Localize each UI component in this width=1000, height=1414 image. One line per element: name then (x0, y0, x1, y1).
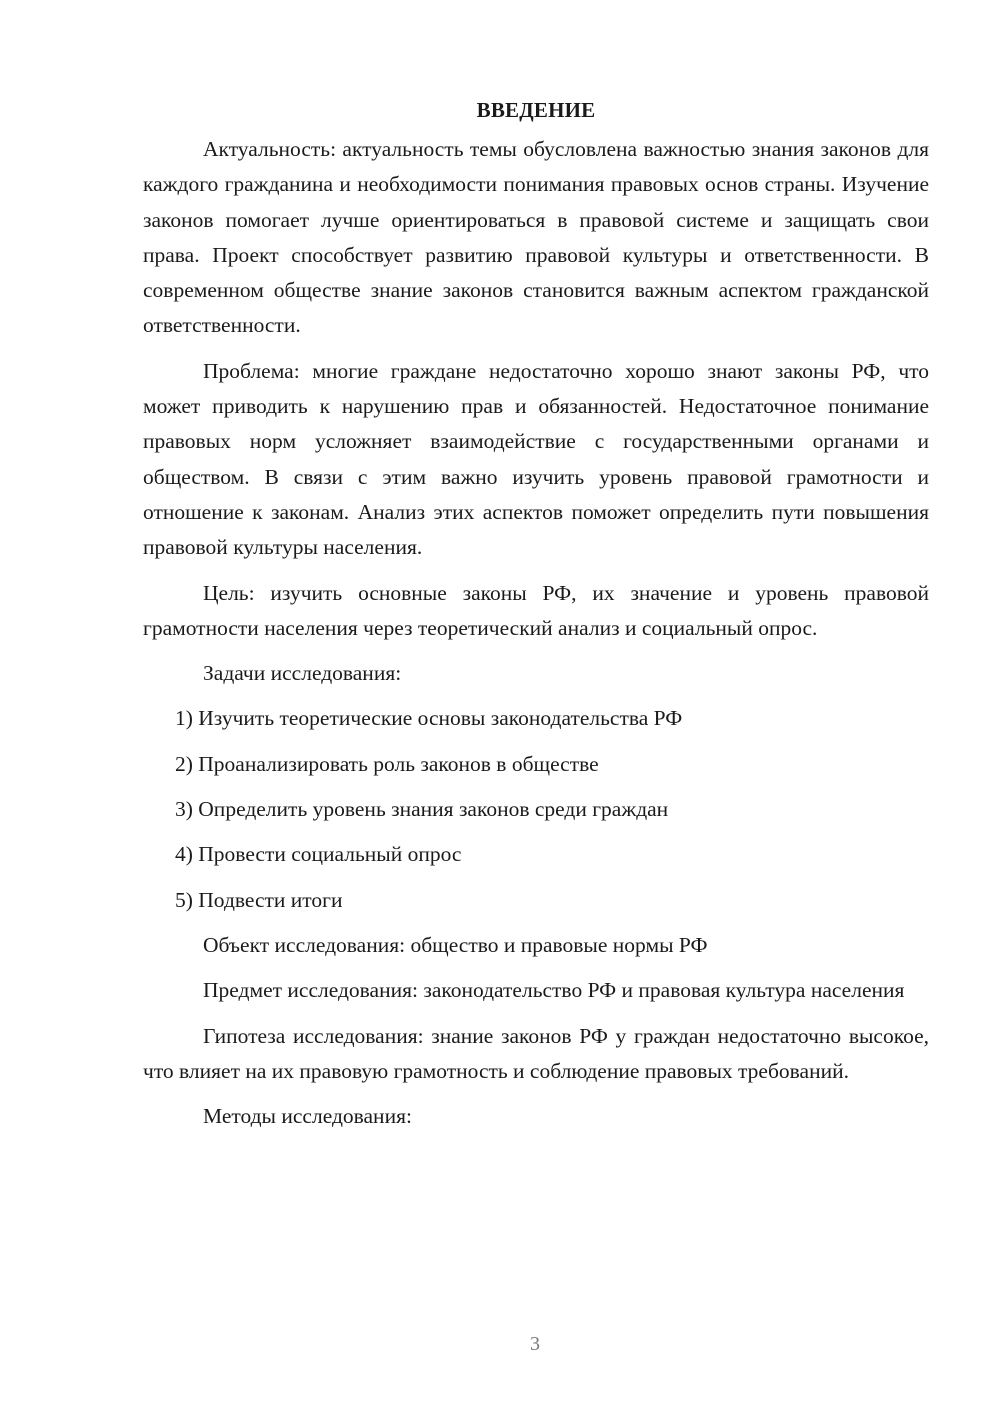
problem-paragraph: Проблема: многие граждане недостаточно хорошо знают законы РФ, что может приводить к нарушению прав и обязанностей. Недостаточное понимание правовых норм усложняет взаимодействие с государственными органами и обществом. В связи с этим важно изучить уровень правовой грамотности и отношение к законам. Анализ этих аспектов поможет определить пути повышения правовой культуры населения. (143, 358, 929, 560)
list-item: 1) Изучить теоретические основы законодательства РФ (175, 706, 683, 731)
page-number: 3 (530, 1333, 540, 1355)
tasks-heading: Задачи исследования: (203, 661, 402, 686)
document-page (143, 92, 929, 1144)
subject-paragraph: Предмет исследования: законодательство РФ и правовая культура населения (203, 978, 905, 1003)
methods-heading: Методы исследования: (203, 1104, 412, 1129)
list-item: 5) Подвести итоги (175, 887, 343, 912)
section-title: ВВЕДЕНИЕ (476, 98, 596, 122)
list-item: 2) Проанализировать роль законов в обществе (175, 751, 599, 776)
tasks-list (143, 701, 929, 917)
list-item: 4) Провести социальный опрос (175, 842, 462, 867)
list-item: 3) Определить уровень знания законов среди граждан (175, 797, 669, 822)
relevance-paragraph: Актуальность: актуальность темы обусловлена важностью знания законов для каждого гражданина и необходимости понимания правовых основ страны. Изучение законов помогает лучше ориентироваться в правовой системе и защищать свои права. Проект способствует развитию правовой культуры и ответственности. В современном обществе знание законов становится важным аспектом гражданской ответственности. (143, 137, 929, 338)
hypothesis-paragraph: Гипотеза исследования: знание законов РФ у граждан недостаточно высокое, что влияет на их правовую грамотность и соблюдение правовых требований. (143, 1023, 929, 1083)
goal-paragraph: Цель: изучить основные законы РФ, их значение и уровень правовой грамотности населения через теоретический анализ и социальный опрос. (143, 580, 929, 640)
object-paragraph: Объект исследования: общество и правовые нормы РФ (203, 932, 708, 957)
